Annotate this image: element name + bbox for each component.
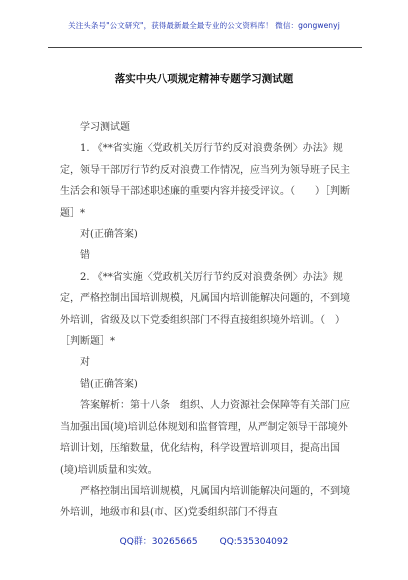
document-title: 落实中央八项规定精神专题学习测试题: [114, 73, 294, 85]
question-2: 2. 《**省实施〈党政机关厉行节约反对浪费条例〉办法》规定，严格控制出国培训规模，凡属国内培训能解决问题的，不到境外培训，省级及以下党委组织部门不得直接组织境外培训。（ ）［判断题］*: [60, 271, 350, 348]
question-2-option-a: 对: [80, 357, 90, 369]
question-1: 1. 《**省实施〈党政机关厉行节约反对浪费条例〉办法》规定，领导干部厉行节约反对浪费工作情况，应当列为领导班子民主生活会和领导干部述职述廉的重要内容并接受评议。（ ）［判断题］*: [60, 143, 350, 219]
footer-qq-group: QQ群：30265665: [119, 537, 198, 547]
answer-analysis: 答案解析：第十八条 组织、人力资源社会保障等有关部门应当加强出国(境)培训总体规划和监督管理，从严制定领导干部境外培训计划，压缩数量，优化结构，科学设置培训项目，提高出国(境)培训质量和实效。: [60, 400, 350, 476]
section-heading: 学习测试题: [80, 122, 130, 133]
header-divider: [48, 47, 362, 48]
answer-analysis-continued: 严格控制出国培训规模，凡属国内培训能解决问题的，不到境外培训，地级市和县(市、区)党委组织部门不得直: [60, 485, 350, 519]
document-body: [60, 117, 356, 524]
header-promo: 关注头条号"公文研究"，获得最新最全最专业的公文资料库！ 微信：gongwenyj: [68, 21, 340, 30]
question-2-option-b: 错(正确答案): [80, 378, 138, 390]
footer-qq-number: QQ:535304092: [219, 537, 289, 547]
question-1-option-a: 对(正确答案): [80, 229, 138, 241]
question-1-option-b: 错: [80, 250, 90, 262]
footer-contacts: [0, 534, 408, 547]
